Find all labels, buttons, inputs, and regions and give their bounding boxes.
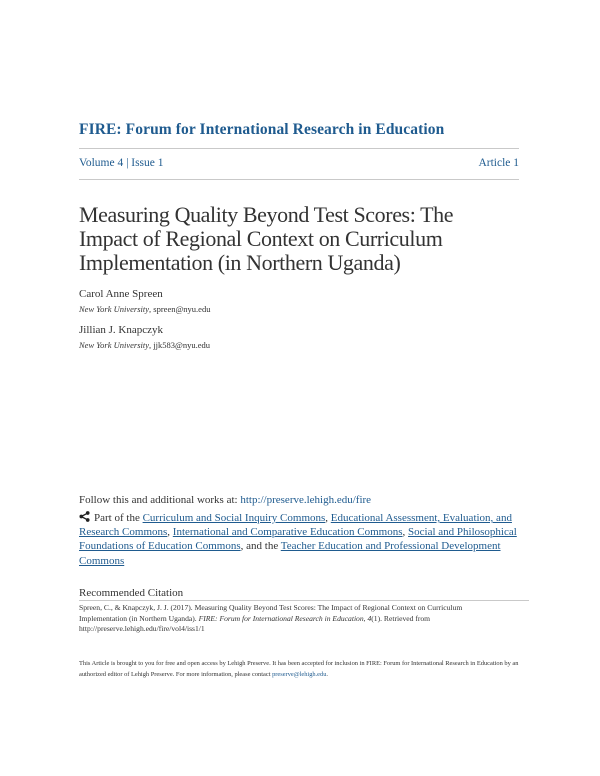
article-number: Article 1: [478, 157, 519, 169]
citation-url[interactable]: http://preserve.lehigh.edu/fire/vol4/iss1/1: [79, 624, 205, 633]
commons-link[interactable]: Educational Assessment, Evaluation, and Research Commons: [79, 512, 512, 539]
paper-title: [79, 203, 519, 275]
part-of-prefix: Part of the: [94, 512, 143, 524]
footer-note: [79, 659, 529, 680]
separator: , and the: [240, 540, 281, 553]
paper-title-line: Impact of Regional Context on Curriculum: [79, 226, 443, 251]
volume-issue-link[interactable]: Volume 4 | Issue 1: [79, 157, 164, 169]
share-icon[interactable]: [79, 511, 90, 522]
issue-bar: [79, 148, 519, 180]
author-name: Carol Anne Spreen: [79, 288, 163, 300]
author-affiliation: [79, 304, 210, 314]
author-email: , spreen@nyu.edu: [149, 304, 211, 314]
citation-divider: [79, 600, 529, 601]
contact-email-link[interactable]: preserve@lehigh.edu: [272, 670, 327, 678]
citation-line: Spreen, C., & Knapczyk, J. J. (2017). Measuring Quality Beyond Test Scores: The Impact of Regional Context on Curriculum: [79, 603, 463, 612]
separator: ,: [402, 526, 409, 539]
author-name: Jillian J. Knapczyk: [79, 324, 164, 336]
separator: ,: [325, 512, 331, 524]
author-email: , jjk583@nyu.edu: [149, 340, 210, 350]
author-institution: New York University: [79, 304, 150, 314]
author-affiliation: [79, 340, 210, 350]
separator: ,: [167, 526, 173, 539]
citation-line: [79, 614, 529, 625]
follow-line: [79, 494, 371, 506]
commons-link[interactable]: Social and Philosophical Foundations of Education Commons: [79, 526, 517, 553]
citation-part: (1). Retrieved from: [371, 613, 431, 623]
paper-title-line: Implementation (in Northern Uganda): [79, 250, 401, 275]
follow-link[interactable]: http://preserve.lehigh.edu/fire: [240, 494, 372, 506]
footer-text: This Article is brought to you for free and open access by Lehigh Preserve. It has been accepted for inclusion in FIRE: Forum for International Research in Education by an authorized editor of Lehigh Preserve. For more information, please contact: [79, 660, 519, 678]
commons-link[interactable]: Teacher Education and Professional Development Commons: [79, 540, 501, 567]
footer-end: .: [326, 670, 329, 678]
part-of-paragraph: [79, 511, 524, 568]
citation-heading: Recommended Citation: [79, 587, 184, 599]
commons-link[interactable]: International and Comparative Education Commons: [172, 526, 403, 539]
paper-title-line: Measuring Quality Beyond Test Scores: The: [79, 202, 454, 227]
commons-link[interactable]: Curriculum and Social Inquiry Commons: [142, 512, 326, 524]
journal-title[interactable]: FIRE: Forum for International Research in Education: [79, 121, 445, 138]
citation-part: Implementation (in Northern Uganda).: [79, 613, 199, 623]
citation-text: [79, 603, 529, 635]
author-institution: New York University: [79, 340, 150, 350]
follow-label: Follow this and additional works at:: [79, 494, 241, 506]
citation-journal: FIRE: Forum for International Research in Education, 4: [198, 613, 372, 623]
